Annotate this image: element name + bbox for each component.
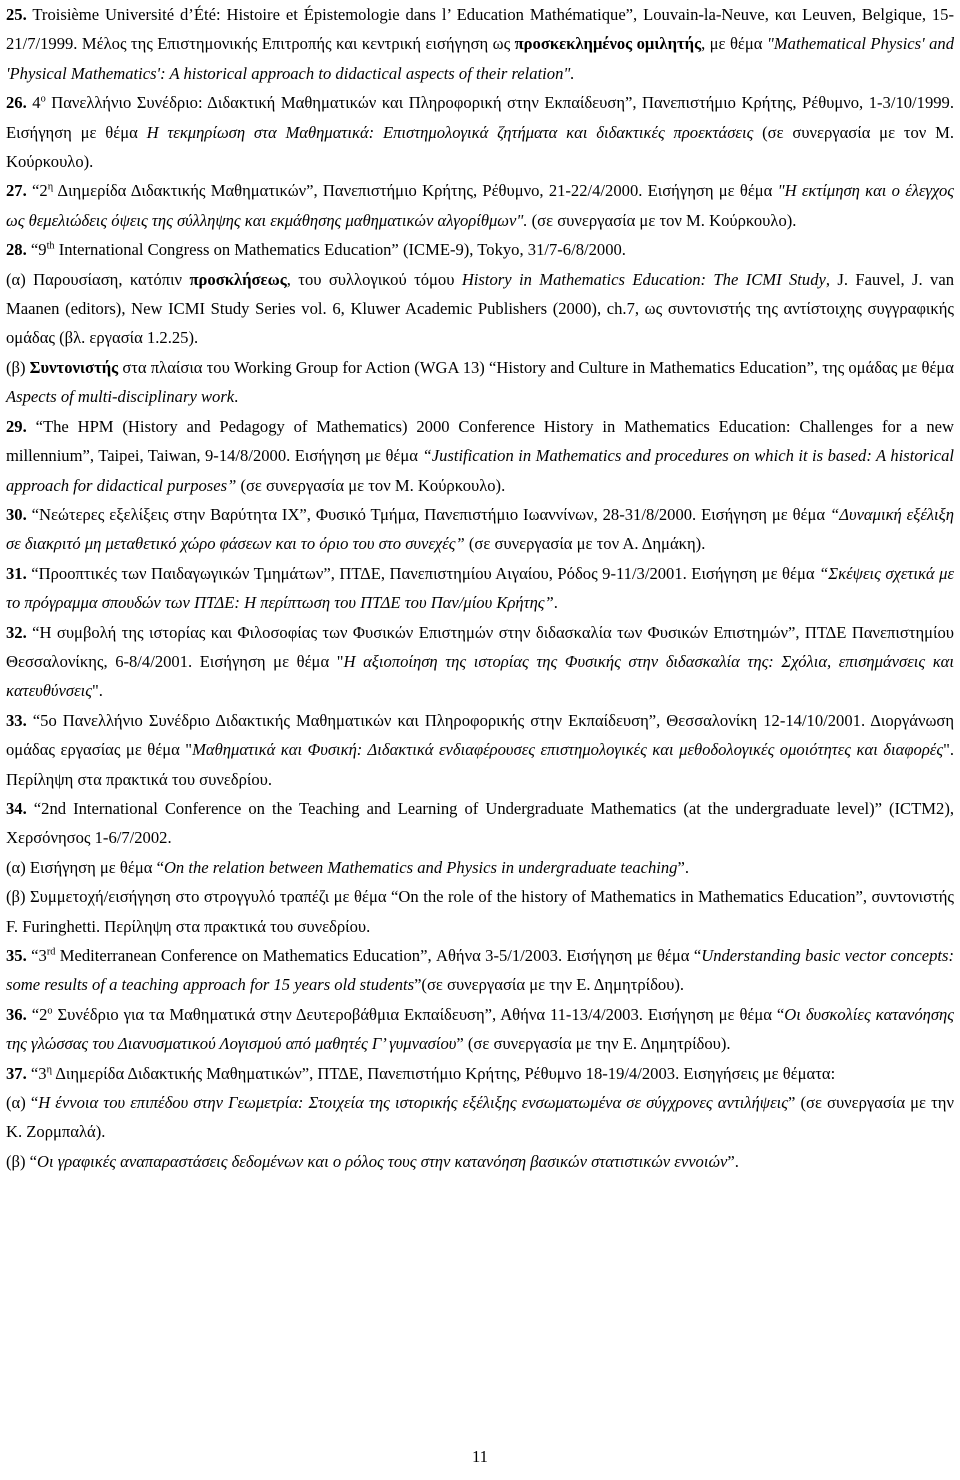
superscript-text: η [47, 181, 54, 193]
entry-number: 28. [6, 240, 27, 260]
list-item [6, 265, 954, 353]
page-number: 11 [472, 1447, 488, 1466]
bold-text: προσκεκλημένος ομιλητής [514, 34, 702, 54]
entry-text: “3 [30, 1063, 47, 1083]
entry-text: Mediterranean Conference on Mathematics Education”, Αθήνα 3-5/1/2003. Εισήγηση με θέμα “ [55, 946, 702, 965]
entry-text: International Congress on Mathematics Education” (ICME-9), Tokyo, 31/7-6/8/2000. [54, 240, 626, 260]
entry-text: ” (σε συνεργασία με την Ε. Δημητρίδου). [456, 1034, 731, 1054]
entry-text: (σε συνεργασία με τον Α. Δημάκη). [464, 534, 706, 554]
list-item [6, 353, 954, 412]
entry-text: (α) Παρουσίαση, κατόπιν [6, 269, 190, 289]
entry-text: “2 [32, 181, 48, 201]
superscript-text: rd [46, 946, 56, 958]
list-item [6, 176, 954, 235]
entry-number: 36. [6, 1004, 27, 1024]
entry-text: “3 [31, 946, 47, 965]
entry-text: ". Περίληψη στα πρακτικά του συνεδρίου. [6, 740, 954, 789]
bold-text: προσκλήσεως [189, 269, 287, 289]
entry-text: , με θέμα [701, 34, 767, 54]
entry-number: 26. [6, 93, 27, 113]
entry-text: (σε συνεργασία με τον Μ. Κούρκουλο). [236, 475, 506, 495]
list-item [6, 882, 954, 941]
italic-text: "Η εκτίμηση και ο έλεγχος ως θεμελιώδεις όψεις της σύλληψης και εκμάθησης μαθηματικών αλγορίθμων". [6, 181, 955, 230]
list-item [6, 1059, 954, 1088]
entry-number: 30. [6, 504, 27, 524]
italic-text: Μαθηματικά και Φυσική: Διδακτικά ενδιαφέρουσες επιστημολογικές και μεθοδολογικές ομοιότητες και διαφορές [192, 740, 944, 760]
superscript-text: th [46, 240, 55, 252]
list-item [6, 412, 954, 500]
entry-text: (β) Συμμετοχή/εισήγηση στο στρογγυλό τραπέζι με θέμα “On the role of the history of Mathematics in Mathematics Education”, συντονιστής F. Furinghetti. Περίληψη στα πρακτικά του συνεδρίου. [6, 887, 954, 936]
italic-text: Η τεκμηρίωση στα Μαθηματικά: Επιστημολογικά ζητήματα και διδακτικές προεκτάσεις [146, 122, 754, 142]
italic-text: Understanding basic vector concepts: some results of a teaching approach for 15 years old students [6, 946, 954, 995]
entry-text: “The HPM (History and Pedagogy of Mathematics) 2000 Conference History in Mathematics Education: Challenges for a new millennium”, Taipei, Taiwan, 9-14/8/2000. Εισήγηση με θέμα [6, 416, 954, 466]
entry-text: Διημερίδα Διδακτικής Μαθηματικών”, Πανεπιστήμιο Κρήτης, Ρέθυμνο, 21-22/4/2000. Εισήγηση με θέμα [53, 181, 778, 201]
entry-text: “2nd International Conference on the Teaching and Learning of Undergraduate Mathematics (at the undergraduate level)” (ICTM2), Χερσόνησος 1-6/7/2002. [6, 798, 954, 848]
entry-text: Πανελλήνιο Συνέδριο: Διδακτική Μαθηματικών και Πληροφορική στην Εκπαίδευση”, Πανεπιστήμιο Κρήτης, Ρέθυμνο, 1-3/10/1999. Εισήγηση με θέμα [6, 93, 954, 142]
entry-text: ”. [727, 1151, 739, 1171]
entry-text: ". [91, 681, 103, 701]
italic-text: “Σκέψεις σχετικά με το πρόγραμμα σπουδών των ΠΤΔΕ: Η περίπτωση του ΠΤΔΕ του Παν/μίου Κρήτης” [6, 563, 954, 613]
entry-text: “Προοπτικές των Παιδαγωγικών Τμημάτων”, ΠΤΔΕ, Πανεπιστημίου Αιγαίου, Ρόδος 9-11/3/2001. Εισήγηση με θέμα [31, 563, 820, 583]
entry-text: 4 [32, 93, 41, 113]
italic-text: On the relation between Mathematics and Physics in undergraduate teaching [163, 857, 678, 877]
entry-text: (β) [6, 357, 30, 377]
bold-text: Συντονιστής [29, 357, 119, 377]
superscript-text: ο [47, 1005, 53, 1017]
italic-text: “Justification in Mathematics and procedures on which it is based: A historical approach for didactical purposes” [6, 446, 954, 495]
italic-text: History in Mathematics Education: The ICMI Study [461, 269, 826, 289]
entry-text: . [234, 387, 239, 407]
list-item [6, 618, 954, 706]
entry-number: 34. [6, 798, 27, 818]
list-item [6, 1000, 954, 1059]
list-item [6, 235, 954, 264]
entry-number: 33. [6, 710, 27, 730]
entry-text: ” (σε συνεργασία με την Κ. Ζορμπαλά). [6, 1093, 954, 1142]
entry-number: 27. [6, 181, 27, 201]
entry-number: 31. [6, 563, 27, 583]
entry-text: (α) Εισήγηση με θέμα “ [6, 857, 164, 877]
list-item [6, 1088, 954, 1147]
superscript-text: ο [40, 93, 46, 105]
entry-text: Troisième Université d’Été: Histoire et Épistemologie dans l’ Education Mathématique”, Louvain-la-Neuve, και Leuven, Belgique, 15-21/7/1999. Μέλος της Επιστημονικής Επιτροπής και κεντρική εισήγηση ως [6, 5, 954, 54]
entry-text: , του συλλογικού τόμου [286, 269, 462, 289]
italic-text: Οι γραφικές αναπαραστάσεις δεδομένων και ο ρόλος τους στην κατανόηση βασικών στατιστικών εννοιών [37, 1151, 728, 1171]
list-item [6, 706, 954, 794]
entry-number: 35. [6, 946, 27, 965]
entry-number: 29. [6, 416, 27, 436]
entry-number: 25. [6, 5, 27, 24]
list-item [6, 794, 954, 853]
list-item [6, 941, 954, 1000]
entry-text: στα πλαίσια του Working Group for Action (WGA 13) “History and Culture in Mathematics Education”, της ομάδας με θέμα [118, 357, 954, 377]
entry-text: (β) “ [6, 1151, 38, 1171]
list-item [6, 0, 954, 88]
italic-text: "Mathematical Physics' and 'Physical Mathematics': A historical approach to didactical aspects of their relation". [6, 34, 954, 83]
entry-text: “5ο Πανελλήνιο Συνέδριο Διδακτικής Μαθηματικών και Πληροφορικής στην Εκπαίδευση”, Θεσσαλονίκη 12-14/10/2001. Διοργάνωση ομάδας εργασίας με θέμα " [6, 710, 955, 760]
list-item [6, 500, 954, 559]
entry-text: “Νεώτερες εξελίξεις στην Βαρύτητα ΙΧ”, Φυσικό Τμήμα, Πανεπιστήμιο Ιωαννίνων, 28-31/8/2000. Εισήγηση με θέμα [31, 504, 830, 524]
entry-text: (α) “ [6, 1093, 39, 1113]
entry-text: ”(σε συνεργασία με την Ε. Δημητρίδου). [414, 975, 685, 995]
entry-text: . [553, 593, 558, 613]
entry-text: ”. [677, 857, 689, 877]
italic-text: Οι δυσκολίες κατανόησης της γλώσσας του Διανυσματικού Λογισμού από μαθητές Γ’ γυμνασίου [6, 1004, 954, 1054]
list-item [6, 853, 954, 882]
entry-text: “2 [31, 1004, 48, 1024]
superscript-text: η [46, 1064, 52, 1076]
entry-text: Συνέδριο για τα Μαθηματικά στην Δευτεροβάθμια Εκπαίδευση”, Αθήνα 11-13/4/2003. Εισήγηση με θέμα “ [52, 1004, 785, 1024]
italic-text: “Δυναμική εξέλιξη σε διακριτό μη μεταθετικό χώρο φάσεων και το όριο του στο συνεχές” [6, 504, 954, 554]
entry-text: “Η συμβολή της ιστορίας και Φιλοσοφίας των Φυσικών Επιστημών στην διδασκαλία των Φυσικών Επιστημών”, ΠΤΔΕ Πανεπιστημίου Θεσσαλονίκης, 6-8/4/2001. Εισήγηση με θέμα " [6, 622, 954, 671]
entry-text: “9 [30, 240, 47, 260]
list-item [6, 88, 954, 176]
entry-text: (σε συνεργασία με τον Μ. Κούρκουλο). [6, 122, 954, 172]
list-item [6, 559, 954, 618]
italic-text: Η έννοια του επιπέδου στην Γεωμετρία: Στοιχεία της ιστορικής εξέλιξης ενσωματωμένα σε σύγχρονες αντιλήψεις [38, 1093, 788, 1113]
italic-text: Η αξιοποίηση της ιστορίας της Φυσικής στην διδασκαλία της: Σχόλια, επισημάνσεις και κατευθύνσεις [6, 651, 954, 701]
italic-text: Aspects of multi-disciplinary work [6, 387, 235, 407]
entry-number: 37. [6, 1063, 27, 1083]
entry-text: , J. Fauvel, J. van Maanen (editors), New ICMI Study Series vol. 6, Kluwer Academic Publishers (2000), ch.7, ως συντονιστής της αντίστοιχης συγγραφικής ομάδας (βλ. εργασία 1.2.25). [6, 269, 954, 348]
entry-text: (σε συνεργασία με τον Μ. Κούρκουλο). [527, 210, 797, 230]
entry-number: 32. [6, 622, 27, 642]
document-body [6, 0, 954, 1176]
list-item [6, 1147, 954, 1176]
entry-text: Διημερίδα Διδακτικής Μαθηματικών”, ΠΤΔΕ, Πανεπιστήμιο Κρήτης, Ρέθυμνο 18-19/4/2003. Εισηγήσεις με θέματα: [51, 1063, 836, 1083]
